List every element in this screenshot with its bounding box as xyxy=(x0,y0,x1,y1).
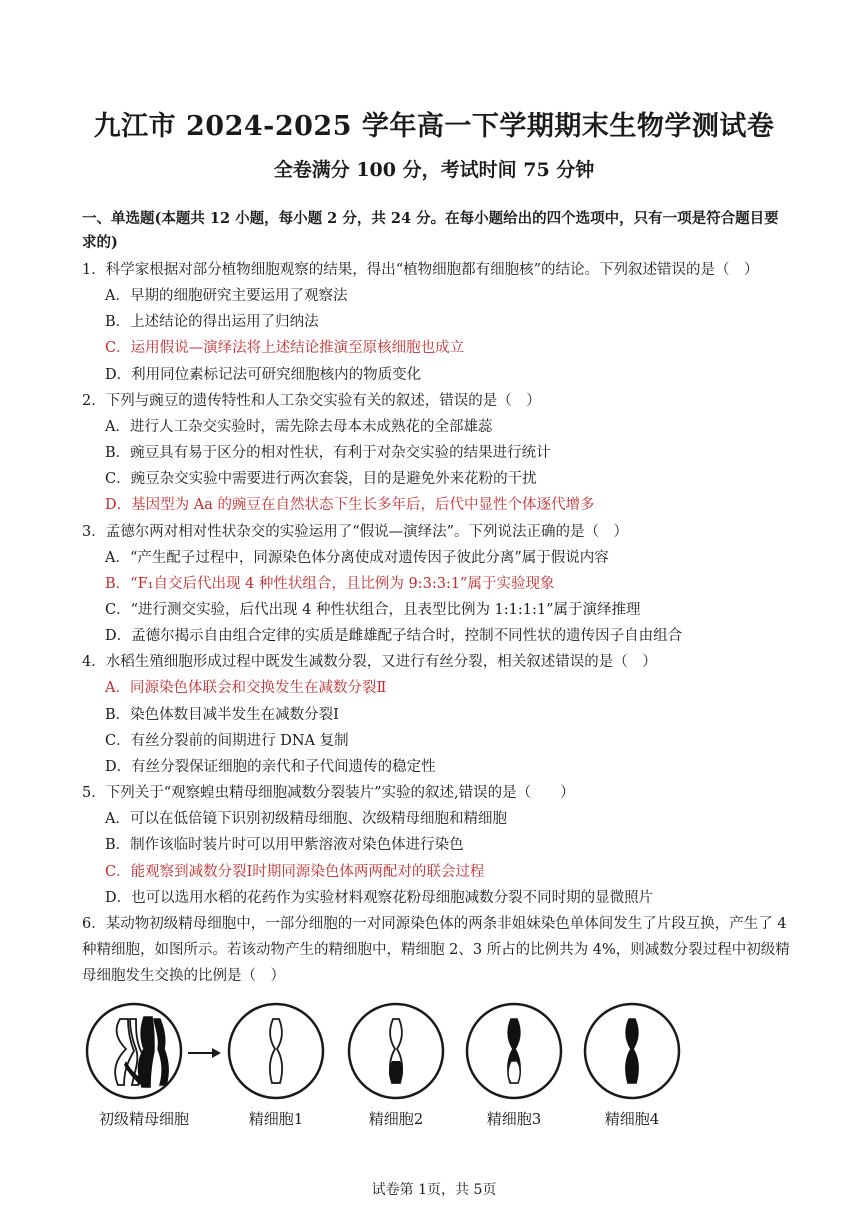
primary-spermatocyte-cell xyxy=(87,1004,181,1098)
question-1 xyxy=(82,257,790,388)
option-a: A．进行人工杂交实验时，需先除去母本未成熟花的全部雄蕊 xyxy=(105,418,493,435)
option-b-answer: B．“F₁自交后代出现 4 种性状组合，且比例为 9:3:3:1”属于实验现象 xyxy=(105,575,555,592)
option-a: A．早期的细胞研究主要运用了观察法 xyxy=(105,288,348,304)
option-a: A．可以在低倍镜下识别初级精母细胞、次级精母细胞和精细胞 xyxy=(105,811,507,828)
question-5 xyxy=(82,780,790,911)
option-b: B．豌豆具有易于区分的相对性状，有利于对杂交实验的结果进行统计 xyxy=(105,445,551,462)
question-text: 6．某动物初级精母细胞中，一部分细胞的一对同源染色体的两条非姐妹染色单体间发生了片段互换，产生了 4 种精细胞，如图所示。若该动物产生的精细胞中，精细胞 2、3 所占的比例共为 4%，则减数分裂过程中初级精母细胞发生交换的比例是（ ） xyxy=(82,916,790,985)
option-c: C．豌豆杂交实验中需要进行两次套袋，目的是避免外来花粉的干扰 xyxy=(105,471,537,488)
arrow-icon xyxy=(188,1048,221,1058)
option-b: B．染色体数目减半发生在减数分裂Ⅰ xyxy=(105,706,339,723)
sperm-cell-1 xyxy=(229,1004,323,1098)
label-primary-spermatocyte: 初级精母细胞 xyxy=(98,1110,189,1128)
option-b: B．制作该临时装片时可以用甲紫溶液对染色体进行染色 xyxy=(105,837,464,854)
option-c: C．“进行测交实验，后代出现 4 种性状组合，且表型比例为 1:1:1:1”属于演绎推理 xyxy=(105,602,641,619)
exam-subtitle: 全卷满分 100 分，考试时间 75 分钟 xyxy=(273,159,595,181)
option-d: D．利用同位素标记法可研究细胞核内的物质变化 xyxy=(105,366,422,383)
option-a: A．“产生配子过程中，同源染色体分离使成对遗传因子彼此分离”属于假说内容 xyxy=(105,549,609,566)
question-4 xyxy=(82,649,790,780)
label-sperm-cell-4: 精细胞4 xyxy=(604,1110,660,1128)
question-text: 1．科学家根据对部分植物细胞观察的结果，得出“植物细胞都有细胞核”的结论。下列叙述错误的是（ ） xyxy=(82,262,759,278)
section-heading: 一、单选题(本题共 12 小题，每小题 2 分，共 24 分。在每小题给出的四个选项中，只有一项是符合题目要求的) xyxy=(82,210,779,251)
label-sperm-cell-3: 精细胞3 xyxy=(486,1110,542,1128)
label-sperm-cell-2: 精细胞2 xyxy=(368,1110,424,1128)
exam-content xyxy=(82,207,790,989)
question-2 xyxy=(82,388,790,519)
page-footer: 试卷第 1页，共 5页 xyxy=(371,1182,497,1198)
option-d: D．也可以选用水稻的花药作为实验材料观察花粉母细胞减数分裂不同时期的显微照片 xyxy=(105,889,654,906)
option-b: B．上述结论的得出运用了归纳法 xyxy=(105,314,319,331)
question-3 xyxy=(82,519,790,650)
exam-title: 九江市 2024-2025 学年高一下学期期末生物学测试卷 xyxy=(93,111,775,142)
question-text: 5．下列关于“观察蝗虫精母细胞减数分裂装片”实验的叙述,错误的是（ ） xyxy=(82,785,575,802)
question-text: 2．下列与豌豆的遗传特性和人工杂交实验有关的叙述，错误的是（ ） xyxy=(82,392,541,409)
question-6 xyxy=(82,911,790,989)
option-c-answer: C．能观察到减数分裂Ⅰ时期同源染色体两两配对的联会过程 xyxy=(105,863,485,880)
sperm-cell-3 xyxy=(467,1004,561,1098)
option-d-answer: D．基因型为 Aa 的豌豆在自然状态下生长多年后，后代中显性个体逐代增多 xyxy=(105,497,595,514)
sperm-cell-2 xyxy=(349,1004,443,1098)
option-a-answer: A．同源染色体联会和交换发生在减数分裂Ⅱ xyxy=(105,680,387,697)
option-d: D．孟德尔揭示自由组合定律的实质是雌雄配子结合时，控制不同性状的遗传因子自由组合 xyxy=(105,628,683,645)
option-c: C．有丝分裂前的间期进行 DNA 复制 xyxy=(105,732,349,749)
question-text: 3．孟德尔两对相对性状杂交的实验运用了“假说—演绎法”。下列说法正确的是（ ） xyxy=(82,523,629,540)
option-c-answer: C．运用假说—演绎法将上述结论推演至原核细胞也成立 xyxy=(105,340,465,357)
option-d: D．有丝分裂保证细胞的亲代和子代间遗传的稳定性 xyxy=(105,759,436,776)
sperm-cell-4 xyxy=(585,1004,679,1098)
question-text: 4．水稻生殖细胞形成过程中既发生减数分裂，又进行有丝分裂，相关叙述错误的是（ ） xyxy=(82,654,657,671)
label-sperm-cell-1: 精细胞1 xyxy=(248,1110,304,1128)
